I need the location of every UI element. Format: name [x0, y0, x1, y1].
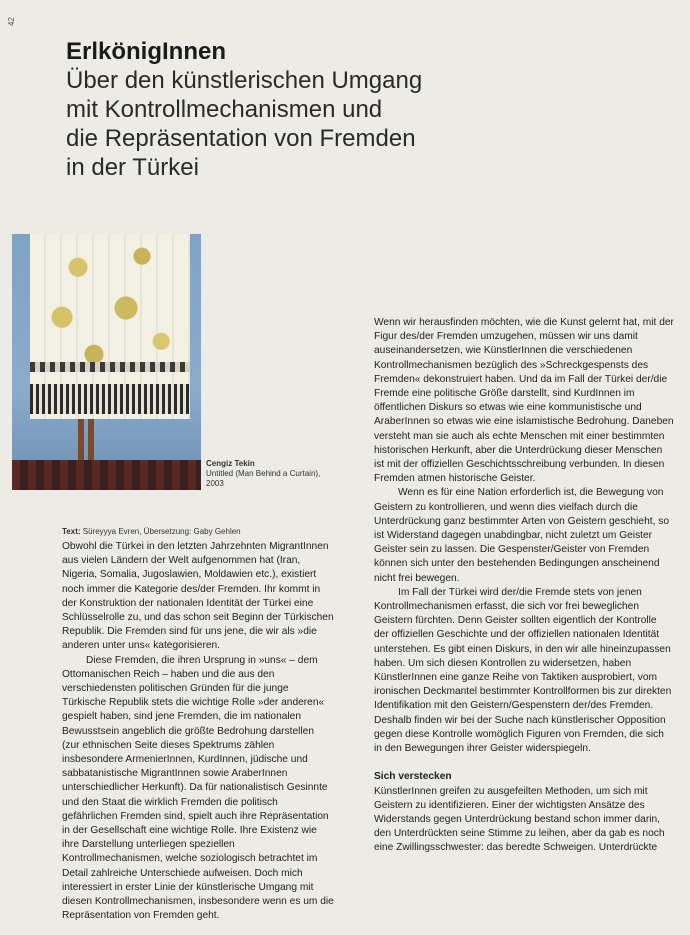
paragraph: Diese Fremden, die ihren Ursprung in »uns« – dem Ottomanischen Reich – haben und die aus den verschiedensten politischen Gründen für die junge Türkische Republik stets die wichtige Rolle »der anderen« gespielt haben, sind jene Fremden, die im nationalen Bewusstsein angeblich die größte Bedrohung darstellen (zur ethnischen Seite dieses Spektrums zählen insbesondere ArmenierInnen, KurdInnen, jüdische und sabbatanistische MigrantInnen sowie AraberInnen unterschiedlicher Herkunft). Da für nationalistisch Gesinnte und den Staat die wirklich Fremden die politisch gefährlichen Fremden sind, spielt auch ihre Repräsentation in der Gesellschaft eine wichtige Rolle. Ihre Existenz wie ihre Darstellung unterliegen speziellen Kontrollmechanismen, welche soziologisch betrachtet im Detail zahlreiche Unterschiede aufweisen. Doch mich interessiert in erster Linie der künstlerische Umgang mit diesen Kontrollmechanismen, insbesondere wenn es um die Repräsentation von Fremden geht. [62, 654, 334, 922]
article-subtitle: Über den künstlerischen Umgang mit Kontrollmechanismen und die Repräsentation von Fremden in der Türkei [66, 67, 423, 181]
paragraph: Wenn es für eine Nation erforderlich ist, die Bewegung von Geistern zu kontrollieren, und wenn dies vielfach durch die Unterdrückung ganz bestimmter Arten von Geistern geschieht, so ist Widerstand dagegen unabdingbar, nicht zuletzt um Geister Geister sein zu lassen. Die Gespenster/Geister von Fremden können sich unter den bestehenden Bedingungen anscheinend nicht frei bewegen. [374, 487, 670, 584]
credits-label: Text: [62, 527, 81, 536]
left-column [62, 540, 334, 923]
rug-image [12, 460, 201, 490]
artwork-photo [12, 234, 201, 490]
credits-text: Süreyyya Evren, Übersetzung: Gaby Gehlen [82, 527, 241, 536]
text-credits [62, 527, 241, 536]
caption-artist: Cengiz Tekin [206, 459, 255, 468]
paragraph: Im Fall der Türkei wird der/die Fremde stets von jenen Kontrollmechanismen erfasst, die sich vor frei beweglichen Geistern fürchten. Denn Geister sollten eigentlich der Kontrolle der offiziellen Geschichte und der offiziellen nationalen Identität unterstehen. Es gibt einen Diskurs, in den wir alle hineinzupassen haben. Um sich diesen Kontrollen zu widersetzen, haben KünstlerInnen eine ganze Reihe von Taktiken ausprobiert, vom ironischen Deckmantel bestimmter Kontrollformen bis zur direkten Identifikation mit den Geistern/Gespenstern der/des Fremden. Deshalb finden wir bei der Suche nach künstlerischer Opposition gegen diese Kontrolle womöglich Figuren von Fremden, die sich in den Bewegungen ihrer Geister widerspiegeln. [374, 586, 672, 755]
paragraph: Obwohl die Türkei in den letzten Jahrzehnten MigrantInnen aus vielen Ländern der Welt aufgenommen hat (Iran, Nigeria, Somalia, Jugoslawien, Moldawien etc.), existiert noch immer die Kategorie des/der Fremden. Ihr kommt in der Konstruktion der nationalen Identität der Türkei eine Schlüsselrolle zu, und das schon seit Beginn der Türkischen Republik. Die Fremden sind für uns jene, die wir als »die anderen unter uns« kategorisieren. [62, 541, 334, 652]
paragraph: KünstlerInnen greifen zu ausgefeilten Methoden, um sich mit Geistern zu identifizieren. Einer der wichtigsten Ansätze des Widerstands gegen Unterdrückung bestand schon immer darin, den Unterdrückten seine Stimme zu leihen, aber da gab es noch eine Zwillingsschwester: das beredte Schweigen. Unterdrückte [374, 785, 665, 854]
curtain-fringe [30, 384, 190, 414]
title-block [66, 38, 666, 182]
paragraph: Wenn wir herausfinden möchten, wie die Kunst gelernt hat, mit der Figur des/der Fremden umzugehen, müssen wir uns damit auseinandersetzen, wie KünstlerInnen die verschiedenen Kontrollmechanismen bezüglich des »Schreckgespensts des Fremden« dekonstruiert haben. Und da im Fall der Türkei der/die Fremde eine politische Größe darstellt, sind KurdInnen im öffentlichen Diskurs so etwas wie eine kommunistische und AraberInnen so etwas wie eine islamistische Bedrohung. Daneben versteht man sie auch als echte Menschen mit einer bestimmten historischen Herkunft, aber die Unterdrückung dieser Menschen ist mit der offiziellen Geschichtsschreibung verbunden. In diesen Fremden atmen historische Geister. [374, 317, 674, 485]
photo-caption [206, 459, 336, 489]
article-title: ErlkönigInnen [66, 38, 227, 65]
section-heading: Sich verstecken [374, 771, 452, 783]
right-column [374, 316, 674, 856]
curtain-pattern [30, 362, 190, 372]
caption-year: 2003 [206, 479, 224, 488]
legs-image [78, 419, 94, 464]
caption-work: Untitled (Man Behind a Curtain), [206, 469, 321, 478]
page-number: 42 [7, 17, 16, 26]
